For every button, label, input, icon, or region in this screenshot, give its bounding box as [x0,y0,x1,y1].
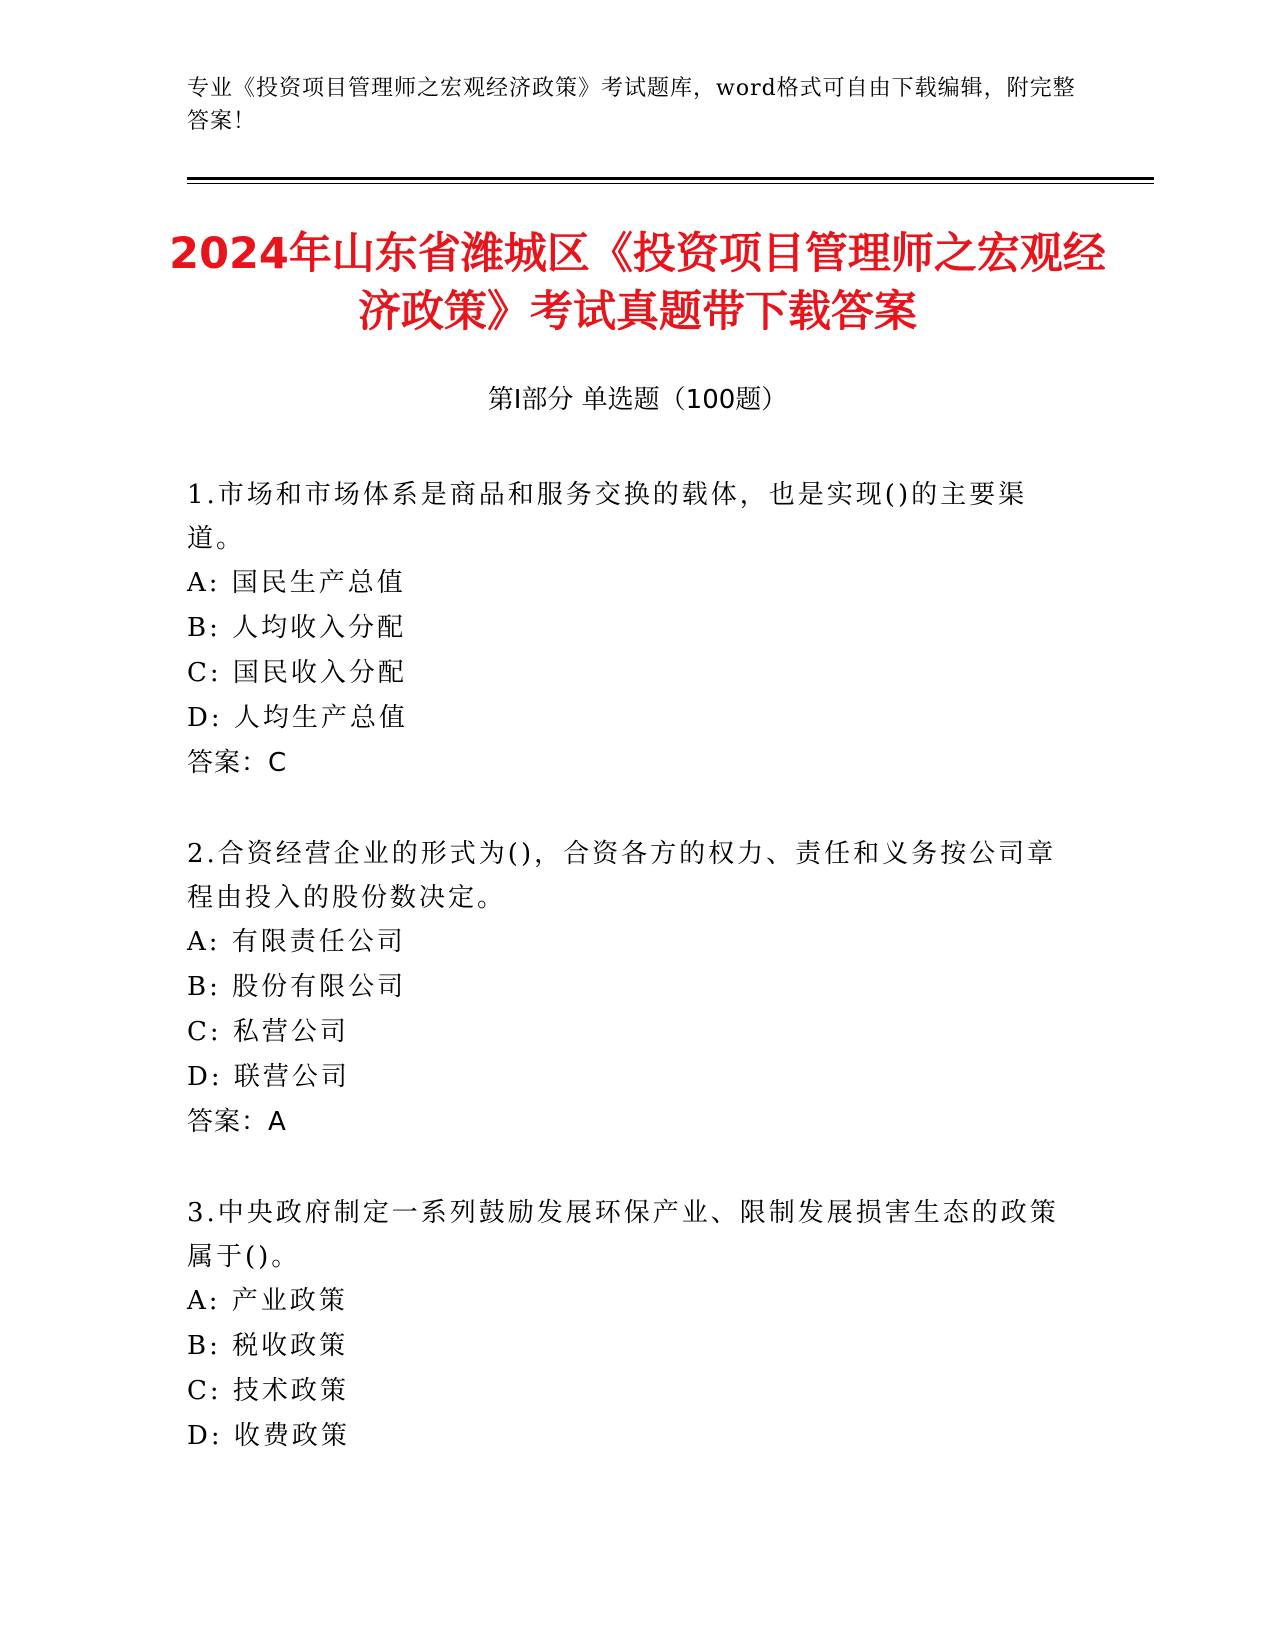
option-b: B: 人均收入分配 [187,613,407,643]
option-c: C: 技术政策 [187,1376,349,1406]
question-list [187,473,1067,1505]
question-2 [187,832,1067,1145]
question-stem: 3.中央政府制定一系列鼓励发展环保产业、限制发展损害生态的政策属于()。 [187,1198,1059,1272]
question-stem: 1.市场和市场体系是商品和服务交换的载体，也是实现()的主要渠道。 [187,480,1028,554]
option-d: D: 人均生产总值 [187,703,408,733]
option-d: D: 联营公司 [187,1062,350,1092]
option-c: C: 私营公司 [187,1017,349,1047]
header-rule-thick [187,177,1154,180]
answer-line: 答案：C [187,748,288,778]
header-note: 专业《投资项目管理师之宏观经济政策》考试题库，word格式可自由下载编辑，附完整答案！ [187,76,1076,134]
answer-line: 答案：A [187,1107,287,1137]
option-a: A: 有限责任公司 [187,927,406,957]
question-1 [187,473,1067,786]
option-a: A: 国民生产总值 [187,568,406,598]
question-stem: 2.合资经营企业的形式为()，合资各方的权力、责任和义务按公司章程由投入的股份数决定。 [187,839,1057,913]
option-b: B: 股份有限公司 [187,972,407,1002]
option-b: B: 税收政策 [187,1331,349,1361]
question-3 [187,1191,1067,1459]
section-heading: 第Ⅰ部分 单选题（100题） [487,385,788,415]
header-rule-thin [187,183,1154,184]
option-d: D: 收费政策 [187,1421,350,1451]
option-c: C: 国民收入分配 [187,658,407,688]
document-title: 2024年山东省潍城区《投资项目管理师之宏观经济政策》考试真题带下载答案 [169,229,1106,337]
option-a: A: 产业政策 [187,1286,348,1316]
